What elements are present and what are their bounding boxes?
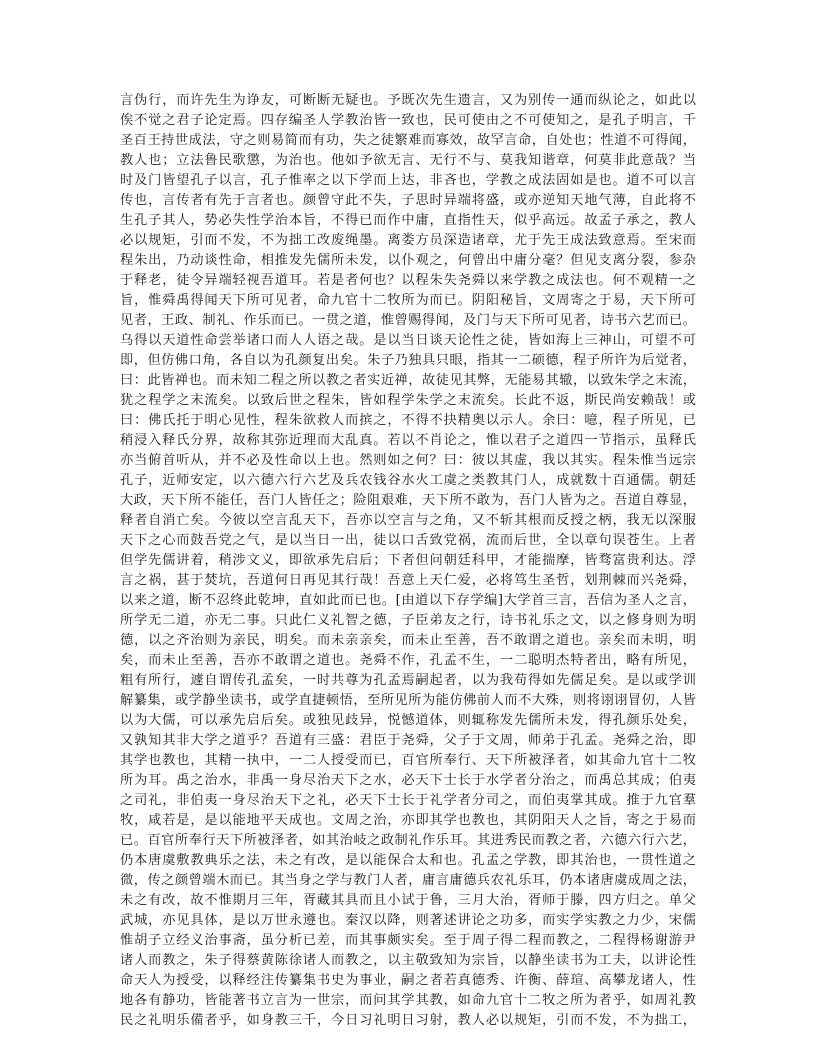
text-line: 解纂集，或学静坐读书，或学直捷顿悟，至所见所为能仿佛前人而不大殊，则将诩诩冒仞，人皆 <box>120 693 696 708</box>
text-line: 其学也教也，其精一执中，一二人授受而已，百官所奉行、天下所被泽者，如其命九官十二牧 <box>120 753 696 768</box>
text-line: 武城，亦见具体，是以万世永遵也。秦汉以降，则著述讲论之功多，而实学实教之力少，宋儒 <box>120 913 696 928</box>
text-line: 诸人而教之，朱子得蔡黄陈徐诸人而教之，以主敬致知为宗旨，以静坐读书为工夫，以讲论性 <box>120 953 696 968</box>
text-line: 已。百官所奉行天下所被泽者，如其治岐之政制礼作乐耳。其进秀民而教之者，六德六行六艺， <box>120 833 696 848</box>
text-line: 圣百王持世成法，守之则易简而有功，失之徒繁难而寡效，故罕言命，自处也；性道不可得闻， <box>120 133 696 148</box>
text-line: 亦当俯首听从，并不必及性命以上也。然则如之何？曰：彼以其虚，我以其实。程朱惟当远宗 <box>120 453 696 468</box>
text-line: 释者自消亡矣。今彼以空言乱天下，吾亦以空言与之角，又不斩其根而反授之柄，我无以深服 <box>120 513 696 528</box>
body-text <box>120 91 696 1031</box>
text-line: 又孰知其非大学之道乎？吾道有三盛：君臣于尧舜，父子于文周，师弟于孔孟。尧舜之治，即 <box>120 733 696 748</box>
text-line: 惟胡子立经义治事斋，虽分析已差，而其事颇实矣。至于周子得二程而教之，二程得杨谢游尹 <box>120 933 696 948</box>
text-line: 教人也；立法鲁民歌懲，为治也。他如予欲无言、无行不与、莫我知谐章，何莫非此意哉？当 <box>120 153 696 168</box>
text-line: 所学无二道，亦无二事。只此仁义礼智之德，子臣弟友之行，诗书礼乐之文，以之修身则为明 <box>120 613 696 628</box>
text-line: 言之祸，甚于焚坑，吾道何日再见其行哉！吾意上天仁爱，必将笃生圣哲，划荆棘而兴尧舜， <box>120 573 696 588</box>
text-line: 旨，惟舜禹得闻天下所可见者，命九官十二牧所为而已。阴阳秘旨，文周寄之于易，天下所可 <box>120 293 696 308</box>
text-line: 牧，咸若是，是以能地平天成也。文周之治，亦即其学也教也，其阴阳天人之旨，寄之于易而 <box>120 813 696 828</box>
text-line: 但学先儒讲着，稍涉文义，即欲承先启后；下者但问朝廷科甲，才能揣摩，皆骛富贵利达。浮 <box>120 553 696 568</box>
text-line: 生孔子其人，势必失性学治本旨，不得已而作中庸，直指性天，似乎高远。故孟子承之，教人 <box>120 213 696 228</box>
text-line: 仍本唐虞敷教典乐之法，未之有改，是以能保合太和也。孔孟之学教，即其治也，一贯性道之 <box>120 853 696 868</box>
text-line: 曰：佛氏托于明心见性，程朱欲救人而摈之，不得不抉精奥以示人。余曰：噫，程子所见，已 <box>120 413 696 428</box>
text-line: 微，传之颜曾端木而已。其当身之学与教门人者，庸言庸德兵农礼乐耳，仍本诸唐虞成周之法， <box>120 873 696 888</box>
text-line: 大政，天下所不能任，吾门人皆任之；险阻艰难，天下所不敢为，吾门人皆为之。吾道自尊显， <box>120 493 696 508</box>
text-line: 传也，言传者有先于言者也。颜曾守此不失，子思时异端将盛，或亦逆知天地气薄，自此将不 <box>120 193 696 208</box>
text-line: 地各有静功，皆能著书立言为一世宗，而问其学其教，如命九官十二牧之所为者乎，如周礼教 <box>120 993 696 1008</box>
text-line: 必以规矩，引而不发，不为拙工改废绳墨。离娄方员深造诸章，尤于先王成法致意焉。至宋而 <box>120 233 696 248</box>
text-line: 乌得以天道性命尝举诸口而人人语之哉。是以当日谈天论性之徒，皆如海上三神山，可望不可 <box>120 333 696 348</box>
text-line: 之司礼，非伯夷一身尽治天下之礼，必天下士长于礼学者分司之，而伯夷掌其成。推于九官羣 <box>120 793 696 808</box>
text-line: 以来之道，断不忍终此乾坤，直如此而已也。[由道以下存学编]大学首三言，吾信为圣人之言， <box>120 593 696 608</box>
text-line: 稍浸入释氏分界，故称其弥近理而大乱真。若以不肖论之，惟以君子之道四一节指示，虽释氏 <box>120 433 696 448</box>
text-line: 所为耳。禹之治水，非禹一身尽治天下之水，必天下士长于水学者分治之，而禹总其成；伯夷 <box>120 773 696 788</box>
text-line: 天下之心而鼓吾党之气，是以当日一出，徒以口舌致党祸，流而后世，全以章句误苍生。上者 <box>120 533 696 548</box>
text-line: 粗有所行，遽自谓传孔孟矣，一时共尊为孔孟焉嗣起者，以为我苟得如先儒足矣。是以或学训 <box>120 673 696 688</box>
text-line: 言伪行，而许先生为诤友，可断断无疑也。予既次先生遗言，又为别传一通而纵论之，如此以 <box>120 93 696 108</box>
text-line: 见者，王政、制礼、作乐而已。一贯之道，惟曾赐得闻，及门与天下所可见者，诗书六艺而已。 <box>120 313 696 328</box>
text-line: 命天人为授受，以释经注传纂集书史为事业，嗣之者若真德秀、许衡、薛瑄、高攀龙诸人，性 <box>120 973 696 988</box>
text-line: 以为大儒，可以承先启后矣。或独见歧异，悦憾道体，则辄称发先儒所未发，得孔颜乐处矣， <box>120 713 696 728</box>
text-line: 即，但仿佛口角，各自以为孔颜复出矣。朱子乃独具只眼，指其一二硕德，程子所许为后觉者， <box>120 353 696 368</box>
text-line: 时及门皆望孔子以言，孔子惟率之以下学而上达，非吝也，学教之成法固如是也。道不可以言 <box>120 173 696 188</box>
text-line: 孔子，近师安定，以六德六行六艺及兵农钱谷水火工虞之类教其门人，成就数十百通儒。朝廷 <box>120 473 696 488</box>
text-line: 俟不觉之君子论定焉。四存编圣人学教治皆一致也，民可使由之不可使知之，是孔子明言，千 <box>120 113 696 128</box>
text-line: 程朱出，乃动谈性命，相推发先儒所未发，以仆观之，何曾出中庸分毫？但见支离分裂，参杂 <box>120 253 696 268</box>
text-line: 德，以之齐治则为亲民，明矣。而未亲亲矣，而未止至善，吾不敢谓之道也。亲矣而未明，明 <box>120 633 696 648</box>
text-line: 民之礼明乐備者乎，如身教三千，今日习礼明日习射，教人必以规矩，引而不发，不为拙工， <box>120 1013 696 1028</box>
text-line: 未之有改，故不惟期月三年，胥藏其具而且小试于鲁，三月大治，胥师于滕，四方归之。单父 <box>120 893 696 908</box>
text-line: 矣，而未止至善，吾亦不敢谓之道也。尧舜不作，孔孟不生，一二聪明杰特者出，略有所见， <box>120 653 696 668</box>
text-line: 曰：此皆禅也。而未知二程之所以教之者实近禅，故徒见其弊，无能易其辙，以致朱学之末流， <box>120 373 696 388</box>
text-line: 于释老，徒令异端轻视吾道耳。若是者何也？以程朱失尧舜以来学教之成法也。何不观精一之 <box>120 273 696 288</box>
text-line: 犹之程学之末流矣。以致后世之程朱，皆如程学朱学之末流矣。长此不返，斯民尚安赖哉！或 <box>120 393 696 408</box>
